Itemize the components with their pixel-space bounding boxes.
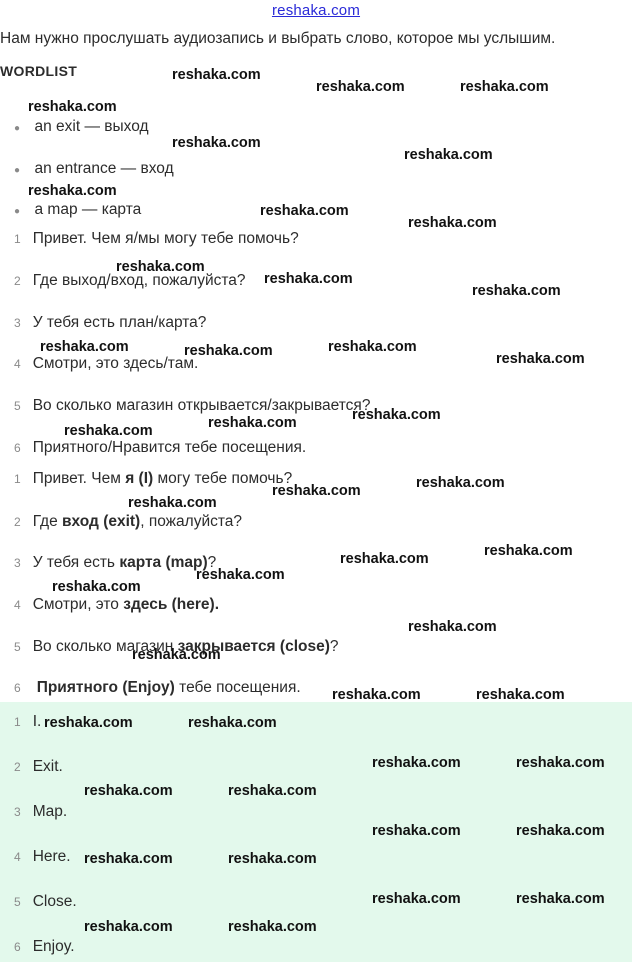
watermark: reshaka.com	[172, 67, 261, 83]
answer-translation-line: 6 Приятного (Enjoy) тебе посещения.	[14, 679, 301, 696]
watermark: reshaka.com	[188, 715, 277, 731]
watermark: reshaka.com	[408, 215, 497, 231]
wordlist-item: ● an entrance — вход	[14, 160, 174, 177]
watermark: reshaka.com	[372, 755, 461, 771]
watermark: reshaka.com	[228, 783, 317, 799]
watermark: reshaka.com	[128, 495, 217, 511]
answer-line: 6 Enjoy.	[14, 938, 75, 955]
option-line: 6 Приятного/Нравится тебе посещения.	[14, 439, 307, 456]
bullet-icon: ●	[14, 165, 21, 176]
option-line: 5 Во сколько магазин открывается/закрывается?	[14, 397, 371, 414]
watermark: reshaka.com	[496, 351, 585, 367]
answer-line: 4 Here.	[14, 848, 71, 865]
option-line: 4 Смотри, это здесь/там.	[14, 355, 199, 372]
watermark: reshaka.com	[516, 755, 605, 771]
watermark: reshaka.com	[416, 475, 505, 491]
watermark: reshaka.com	[44, 715, 133, 731]
watermark: reshaka.com	[316, 79, 405, 95]
watermark: reshaka.com	[84, 919, 173, 935]
watermark: reshaka.com	[332, 687, 421, 703]
watermark: reshaka.com	[516, 891, 605, 907]
watermark: reshaka.com	[260, 203, 349, 219]
watermark: reshaka.com	[372, 891, 461, 907]
watermark: reshaka.com	[516, 823, 605, 839]
watermark: reshaka.com	[408, 619, 497, 635]
answer-translation-line: 5 Во сколько магазин закрывается (close)?	[14, 638, 339, 655]
watermark: reshaka.com	[40, 339, 129, 355]
watermark: reshaka.com	[472, 283, 561, 299]
watermark: reshaka.com	[196, 567, 285, 583]
wordlist-title: WORDLIST	[0, 63, 78, 79]
watermark: reshaka.com	[84, 851, 173, 867]
answer-line: 3 Map.	[14, 803, 68, 820]
answer-line: 5 Close.	[14, 893, 77, 910]
watermark: reshaka.com	[228, 851, 317, 867]
option-line: 2 Где выход/вход, пожалуйста?	[14, 272, 246, 289]
answer-translation-line: 2 Где вход (exit), пожалуйста?	[14, 513, 243, 530]
watermark: reshaka.com	[352, 407, 441, 423]
answer-translation-line: 1 Привет. Чем я (I) могу тебе помочь?	[14, 470, 293, 487]
watermark: reshaka.com	[372, 823, 461, 839]
bullet-icon: ●	[14, 123, 21, 134]
watermark: reshaka.com	[340, 551, 429, 567]
task-intro: Нам нужно прослушать аудиозапись и выбрать слово, которое мы услышим.	[0, 30, 556, 47]
watermark: reshaka.com	[172, 135, 261, 151]
watermark: reshaka.com	[264, 271, 353, 287]
answer-translation-line: 3 У тебя есть карта (map)?	[14, 554, 217, 571]
watermark: reshaka.com	[476, 687, 565, 703]
watermark: reshaka.com	[184, 343, 273, 359]
watermark: reshaka.com	[208, 415, 297, 431]
watermark: reshaka.com	[272, 483, 361, 499]
option-line: 1 Привет. Чем я/мы могу тебе помочь?	[14, 230, 299, 247]
watermark: reshaka.com	[460, 79, 549, 95]
watermark: reshaka.com	[84, 783, 173, 799]
watermark: reshaka.com	[228, 919, 317, 935]
watermark: reshaka.com	[404, 147, 493, 163]
watermark: reshaka.com	[28, 183, 117, 199]
watermark: reshaka.com	[116, 259, 205, 275]
watermark: reshaka.com	[132, 647, 221, 663]
answer-line: 1 I.	[14, 713, 42, 730]
option-line: 3 У тебя есть план/карта?	[14, 314, 207, 331]
wordlist-item: ● a map — карта	[14, 201, 142, 218]
bullet-icon: ●	[14, 206, 21, 217]
watermark: reshaka.com	[64, 423, 153, 439]
watermark: reshaka.com	[28, 99, 117, 115]
watermark: reshaka.com	[52, 579, 141, 595]
watermark: reshaka.com	[328, 339, 417, 355]
site-link[interactable]: reshaka.com	[271, 2, 361, 19]
watermark: reshaka.com	[484, 543, 573, 559]
answer-translation-line: 4 Смотри, это здесь (here).	[14, 596, 220, 613]
answer-line: 2 Exit.	[14, 758, 63, 775]
wordlist-item: ● an exit — выход	[14, 118, 149, 135]
